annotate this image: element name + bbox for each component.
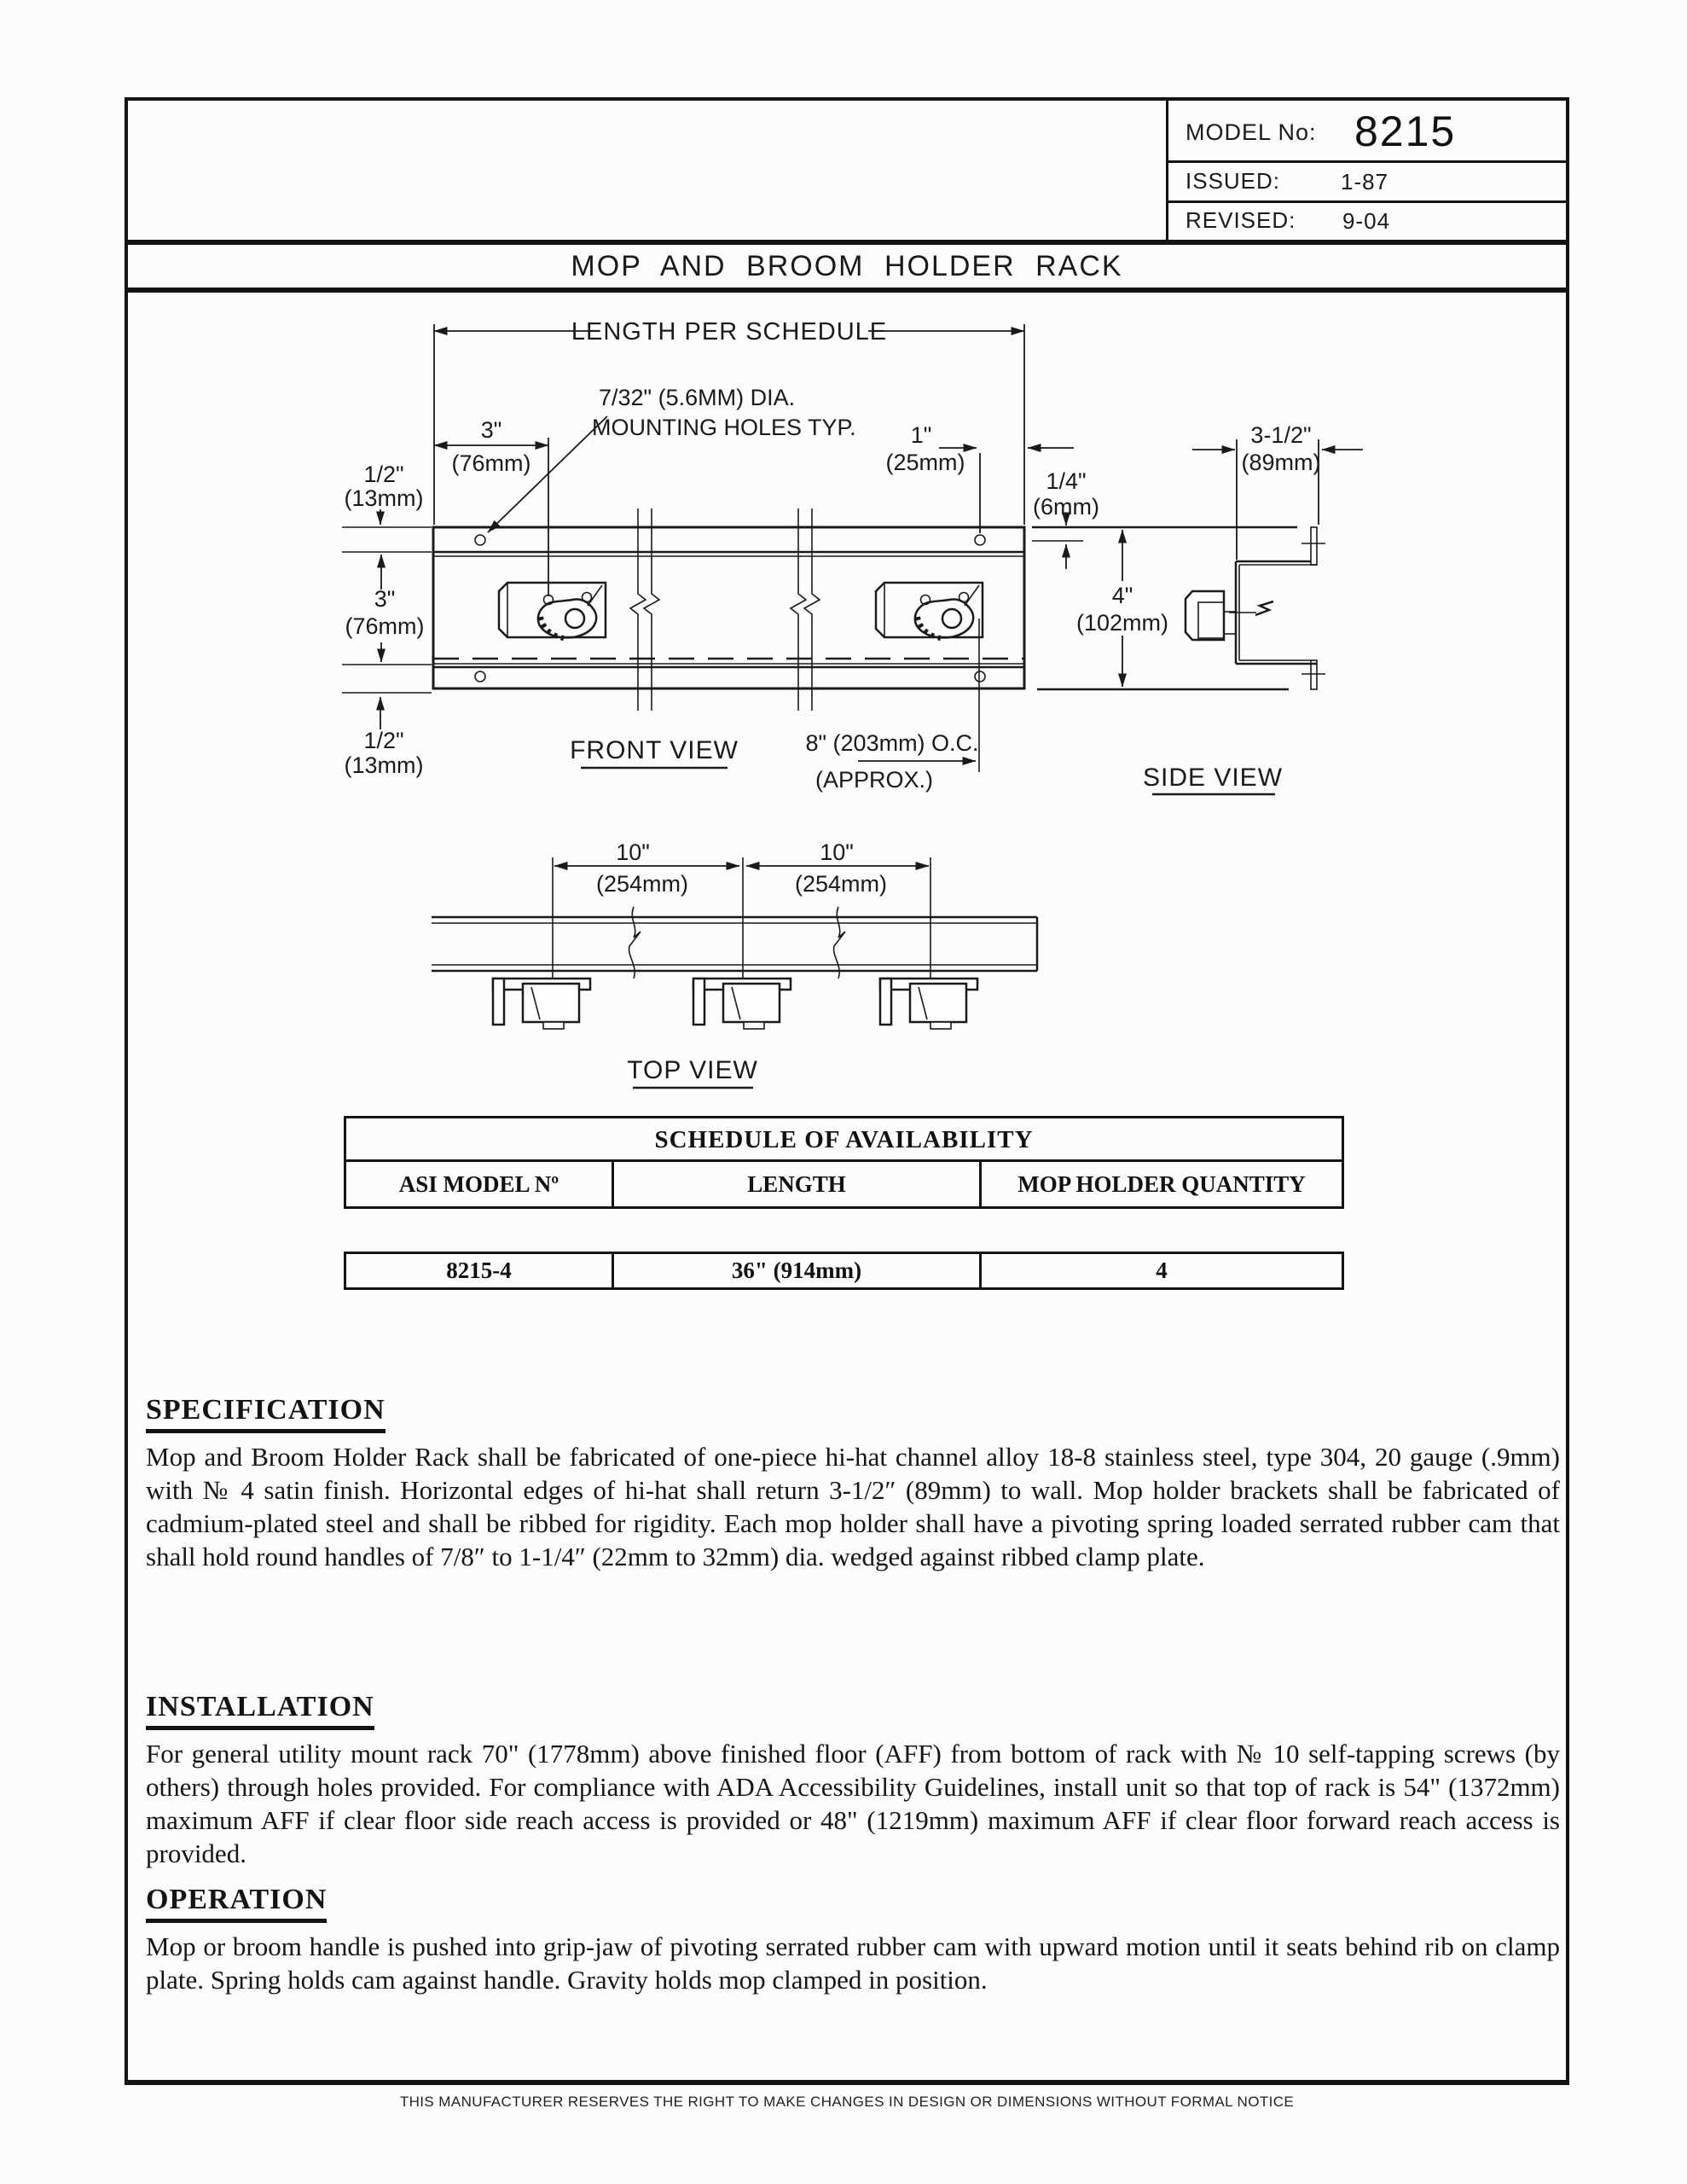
revised-value: 9-04 (1342, 208, 1391, 234)
holder-bracket-side (1186, 591, 1224, 640)
dim-text: 1" (910, 422, 932, 448)
holder-bracket-top (693, 979, 791, 1029)
table-row (346, 1254, 1342, 1287)
mounting-hole (975, 535, 985, 545)
dim-text: 8" (203mm) O.C. (805, 730, 979, 756)
mounting-hole (475, 671, 485, 682)
dim-left-stack (342, 462, 432, 778)
front-view (433, 508, 1024, 768)
holes-note-line2: MOUNTING HOLES TYP. (592, 415, 856, 440)
dim-text: 1/2" (363, 728, 404, 753)
dim-8in-oc (805, 619, 979, 793)
dim-text: 1/4" (1046, 468, 1087, 494)
footer-disclaimer: THIS MANUFACTURER RESERVES THE RIGHT TO MAKE CHANGES IN DESIGN OR DIMENSIONS WITHOUT FORMAL NOTICE (399, 2094, 1295, 2110)
dim-text: (76mm) (345, 613, 425, 639)
schedule-data-row (344, 1252, 1344, 1290)
dim-text: 3-1/2" (1250, 422, 1312, 448)
dim-text: 1/2" (363, 462, 404, 487)
holder-bracket-top (493, 979, 590, 1029)
specification-section (146, 1394, 1560, 1573)
length-cell: 36" (914mm) (612, 1254, 979, 1287)
schedule-header-row (346, 1162, 1342, 1206)
column-header: MOP HOLDER QUANTITY (979, 1162, 1342, 1206)
issued-value: 1-87 (1341, 169, 1389, 195)
dim-text: (13mm) (344, 485, 424, 511)
issued-label: ISSUED: (1186, 168, 1281, 194)
dim-text: (APPROX.) (815, 767, 934, 793)
side-view-label: SIDE VIEW (1142, 764, 1284, 792)
top-view-label: TOP VIEW (627, 1056, 758, 1084)
dim-text: (6mm) (1033, 494, 1099, 520)
model-no-label: MODEL No: (1186, 119, 1317, 145)
column-header: LENGTH (612, 1162, 979, 1206)
dim-text: 10" (616, 839, 650, 865)
front-view-label: FRONT VIEW (570, 736, 739, 764)
dim-text: 3" (480, 417, 502, 443)
break-lines (791, 508, 820, 711)
technical-drawing (125, 301, 1569, 1124)
revised-label: REVISED: (1186, 207, 1296, 233)
operation-body: Mop or broom handle is pushed into grip-jaw of pivoting serrated rubber cam with upward motion until it seats behind rib on clamp plate. Spring holds cam against handle. Gravity holds mop clamped in position. (146, 1931, 1560, 1995)
dim-text: (76mm) (451, 450, 531, 476)
spring-mark (1255, 601, 1273, 615)
length-dim-label: LENGTH PER SCHEDULE (571, 318, 888, 346)
dim-text: 4" (1111, 583, 1133, 608)
title-bar (125, 240, 1569, 293)
dim-text: (89mm) (1241, 450, 1321, 475)
dim-text: 3" (374, 586, 396, 612)
top-view (432, 839, 1037, 1088)
header-divider (1166, 97, 1168, 240)
dim-text: (102mm) (1075, 610, 1169, 636)
side-view (1032, 527, 1325, 794)
model-cell: 8215-4 (446, 1258, 512, 1283)
break-lines (630, 508, 659, 711)
holes-note-line1: 7/32" (5.6MM) DIA. (599, 385, 796, 410)
installation-section (146, 1691, 1560, 1870)
page-title: MOP AND BROOM HOLDER RACK (571, 250, 1123, 282)
operation-heading: OPERATION (146, 1884, 327, 1923)
mounting-hole (475, 535, 485, 545)
schedule-title: SCHEDULE OF AVAILABILITY (346, 1118, 1342, 1162)
operation-section (146, 1884, 1560, 1996)
dim-text: 10" (820, 839, 854, 865)
header-row-line-2 (1166, 200, 1569, 203)
dim-3in-top (434, 417, 548, 596)
model-no-value: 8215 (1354, 107, 1457, 155)
header-row-line-1 (1166, 160, 1569, 163)
dim-text: (13mm) (344, 752, 424, 778)
specification-heading: SPECIFICATION (146, 1394, 386, 1433)
dim-text: (25mm) (885, 450, 965, 475)
dim-text: (254mm) (595, 871, 689, 897)
mounting-holes-note (488, 385, 856, 532)
schedule-table (344, 1116, 1344, 1209)
dim-text: (254mm) (794, 871, 888, 897)
mounting-hole (975, 671, 985, 682)
mop-holder-cam (499, 583, 606, 638)
column-header: ASI MODEL Nº (398, 1171, 559, 1197)
quantity-cell: 4 (979, 1254, 1342, 1287)
specification-body: Mop and Broom Holder Rack shall be fabricated of one-piece hi-hat channel alloy 18-8 stainless steel, type 304, 20 gauge (.9mm) with № 4 satin finish. Horizontal edges of hi-hat shall return 3-1/2″ (89mm) to wall. Mop holder brackets shall be fabricated of cadmium-plated steel and shall be ribbed for rigidity. Each mop holder shall have a pivoting spring loaded serrated rubber cam that shall hold round handles of 7/8″ to 1-1/4″ (22mm to 32mm) dia. wedged against ribbed clamp plate. (146, 1442, 1560, 1571)
installation-heading: INSTALLATION (146, 1691, 374, 1730)
dim-4in (1076, 530, 1168, 687)
dim-quarter (1033, 468, 1099, 569)
mop-holder-cam (876, 583, 983, 638)
installation-body: For general utility mount rack 70" (1778mm) above finished floor (AFF) from bottom of rack with № 10 self-tapping screws (by others) through holes provided. For compliance with ADA Accessibility Guidelines, install unit so that top of rack is 54" (1372mm) maximum AFF if clear floor side reach access is provided or 48" (1219mm) maximum AFF if clear floor forward reach access is provided. (146, 1739, 1560, 1868)
dim-3half (1192, 422, 1363, 560)
holder-bracket-top (880, 979, 977, 1029)
